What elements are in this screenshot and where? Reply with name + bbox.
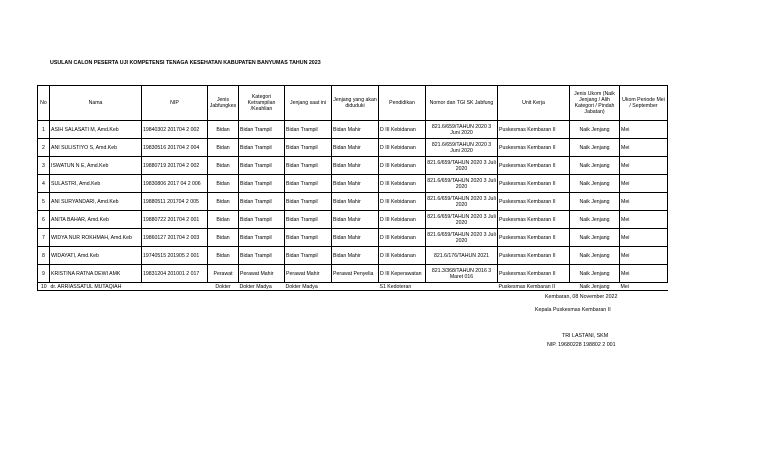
table-cell: Naik Jenjang <box>570 247 620 265</box>
table-cell: 821.6/659/TAHUN 2020 3 Juni 2020 <box>426 121 498 139</box>
table-cell: 19840302 201704 2 002 <box>142 121 208 139</box>
table-row <box>38 157 668 175</box>
column-header: Jenjang saat ini <box>285 86 332 121</box>
table-cell: Bidan Trampil <box>239 157 285 175</box>
table-cell: Mei <box>620 265 668 283</box>
table-row <box>38 229 668 247</box>
table-row <box>38 247 668 265</box>
table-cell: Bidan Mahir <box>332 247 379 265</box>
table-cell: D III Kebidanan <box>379 229 426 247</box>
table-cell: 19831204 201001 2 017 <box>142 265 208 283</box>
table-body <box>38 121 668 291</box>
table-cell: 9 <box>38 265 50 283</box>
table-cell <box>426 283 498 291</box>
table-cell: 19830806 2017 04 2 006 <box>142 175 208 193</box>
table-cell: 2 <box>38 139 50 157</box>
table-cell: ISWATUN N E, Amd.Keb <box>50 157 142 175</box>
table-cell: D III Kebidanan <box>379 139 426 157</box>
table-cell: D III Kebidanan <box>379 157 426 175</box>
table-cell: Bidan Mahir <box>332 157 379 175</box>
table-cell: Puskesmas Kembaran II <box>498 139 570 157</box>
table-cell: Bidan <box>208 229 239 247</box>
table-cell: Mei <box>620 211 668 229</box>
table-cell: Naik Jenjang <box>570 229 620 247</box>
table-cell: 4 <box>38 175 50 193</box>
table-cell: 821.3/368/TAHUN 2016 3 Maret 016 <box>426 265 498 283</box>
signature-nip: NIP. 19680228 198802 2 001 <box>547 342 616 348</box>
table-cell: 19880511 201704 2 005 <box>142 193 208 211</box>
table-cell: Mei <box>620 283 668 291</box>
table-cell: Naik Jenjang <box>570 175 620 193</box>
table-cell: 821.6/659/TAHUN 2020 3 Juli 2020 <box>426 157 498 175</box>
table-cell: Puskesmas Kembaran II <box>498 283 570 291</box>
table-cell: Dokter Madya <box>285 283 332 291</box>
table-row <box>38 175 668 193</box>
table-cell: Bidan Trampil <box>285 139 332 157</box>
table-cell: Mei <box>620 175 668 193</box>
table-row <box>38 193 668 211</box>
table-cell: SULASTRI, Amd.Keb <box>50 175 142 193</box>
table-cell: Bidan <box>208 175 239 193</box>
table-cell: Bidan Mahir <box>332 175 379 193</box>
table-cell: Mei <box>620 193 668 211</box>
table-cell: D III Kebidanan <box>379 175 426 193</box>
column-header: NIP <box>142 86 208 121</box>
signature-position: Kepala Puskesmas Kembaran II <box>535 307 611 313</box>
signature-name: TRI LASTANI, SKM <box>562 333 609 339</box>
table-cell: D III Keperawatan <box>379 265 426 283</box>
table-cell: Naik Jenjang <box>570 265 620 283</box>
table-cell: ANI SURYANDARI, Amd.Keb <box>50 193 142 211</box>
table-cell: ANITA BAHAR, Amd.Keb <box>50 211 142 229</box>
table-header-row <box>38 86 668 121</box>
table-cell: Puskesmas Kembaran II <box>498 157 570 175</box>
table-cell: Bidan Trampil <box>285 229 332 247</box>
table-cell: 821.6/176/TAHUN 2021 <box>426 247 498 265</box>
table-cell: Puskesmas Kembaran II <box>498 121 570 139</box>
table-cell: Bidan Trampil <box>285 193 332 211</box>
table-row <box>38 121 668 139</box>
column-header: Kategori Ketrampilan /Keahlian <box>239 86 285 121</box>
table-cell: 19880719 201704 2 002 <box>142 157 208 175</box>
table-cell: Puskesmas Kembaran II <box>498 229 570 247</box>
table-cell: Puskesmas Kembaran II <box>498 211 570 229</box>
table-cell: 821.6/659/TAHUN 2020 3 Juli 2020 <box>426 193 498 211</box>
table-cell: ANI SULISTIYO S, Amd.Keb <box>50 139 142 157</box>
table-row <box>38 211 668 229</box>
column-header: Jenjang yang akan diduduki <box>332 86 379 121</box>
table-cell: Dokter Madya <box>239 283 285 291</box>
table-cell <box>332 283 379 291</box>
table-cell: WIDYA NUR ROKHMAH, Amd.Keb <box>50 229 142 247</box>
table-cell: 10 <box>38 283 50 291</box>
participants-table <box>37 85 668 291</box>
column-header: Jenis Ukom (Naik Jenjang / Alih Kategori / Pindah Jabatan) <box>570 86 620 121</box>
table-cell: Bidan Trampil <box>285 121 332 139</box>
table-cell: 7 <box>38 229 50 247</box>
table-cell: Bidan Trampil <box>239 247 285 265</box>
table-cell: D III Kebidanan <box>379 121 426 139</box>
table-cell: 19880722 201704 2 001 <box>142 211 208 229</box>
table-cell: KRISTINA RATNA DEWI AMK <box>50 265 142 283</box>
table-cell: Bidan Mahir <box>332 193 379 211</box>
table-cell: 3 <box>38 157 50 175</box>
table-cell: Bidan Trampil <box>239 175 285 193</box>
table-cell: Bidan Trampil <box>239 211 285 229</box>
table-cell: D III Kebidanan <box>379 193 426 211</box>
table-cell: Perawat Mahir <box>285 265 332 283</box>
table-cell: S1 Kedoteran <box>379 283 426 291</box>
table-cell: Mei <box>620 121 668 139</box>
table-cell: Bidan Mahir <box>332 211 379 229</box>
table-cell: ASIH SALASATI M, Amd.Keb <box>50 121 142 139</box>
column-header: Jenis Jabfungkes <box>208 86 239 121</box>
table-cell: Bidan <box>208 193 239 211</box>
table-cell: D III Kebidanan <box>379 211 426 229</box>
table-cell: Naik Jenjang <box>570 139 620 157</box>
table-cell: Mei <box>620 247 668 265</box>
table-cell: Bidan Mahir <box>332 121 379 139</box>
table-cell: Naik Jenjang <box>570 157 620 175</box>
signature-place-date: Kembaran, 08 November 2022 <box>545 294 618 300</box>
table-cell: Bidan Trampil <box>239 121 285 139</box>
table-cell: Naik Jenjang <box>570 193 620 211</box>
table-cell: Bidan Trampil <box>239 193 285 211</box>
column-header: Ukom Periode Mei / September <box>620 86 668 121</box>
table-cell: Naik Jenjang <box>570 283 620 291</box>
table-cell: Naik Jenjang <box>570 121 620 139</box>
document-title: USULAN CALON PESERTA UJI KOMPETENSI TENAGA KESEHATAN KABUPATEN BANYUMAS TAHUN 2023 <box>50 60 321 66</box>
column-header: Nomor dan TGl SK Jabfung <box>426 86 498 121</box>
table-cell: 821.6/659/TAHUN 2020 3 Juli 2020 <box>426 175 498 193</box>
table-cell: Bidan Mahir <box>332 139 379 157</box>
column-header: Pendidikan <box>379 86 426 121</box>
table-cell: Bidan Trampil <box>285 157 332 175</box>
table-cell: Bidan Mahir <box>332 229 379 247</box>
table-cell: Puskesmas Kembaran II <box>498 193 570 211</box>
table-cell: Bidan <box>208 157 239 175</box>
table-cell: 1 <box>38 121 50 139</box>
table-row <box>38 139 668 157</box>
table-cell: Bidan <box>208 121 239 139</box>
table-row <box>38 265 668 283</box>
table-cell: Puskesmas Kembaran II <box>498 265 570 283</box>
table-cell: WIDAYATI, Amd.Keb <box>50 247 142 265</box>
column-header: Unit Kerja <box>498 86 570 121</box>
table-cell: Mei <box>620 229 668 247</box>
table-cell: Mei <box>620 157 668 175</box>
table-cell: 5 <box>38 193 50 211</box>
table-cell: Perawat Mahir <box>239 265 285 283</box>
table-cell: Perawat <box>208 265 239 283</box>
table-cell: Bidan Trampil <box>285 211 332 229</box>
table-cell: Bidan Trampil <box>239 229 285 247</box>
table-cell: Puskesmas Kembaran II <box>498 175 570 193</box>
table-cell <box>142 283 208 291</box>
table-cell: 19740515 201905 2 001 <box>142 247 208 265</box>
table-cell: Perawat Penyelia <box>332 265 379 283</box>
table-cell: 19860127 201704 2 003 <box>142 229 208 247</box>
table-cell: 19830516 201704 2 004 <box>142 139 208 157</box>
table-cell: Naik Jenjang <box>570 211 620 229</box>
table-cell: 821.6/659/TAHUN 2020 3 Juli 2020 <box>426 229 498 247</box>
table-cell: Mei <box>620 139 668 157</box>
table-cell: Dokter <box>208 283 239 291</box>
table-row <box>38 283 668 291</box>
table-cell: Bidan Trampil <box>285 175 332 193</box>
table-cell: Bidan <box>208 247 239 265</box>
table-cell: D III Kebidanan <box>379 247 426 265</box>
table-cell: 821.6/659/TAHUN 2020 3 Juni 2020 <box>426 139 498 157</box>
table-cell: 6 <box>38 211 50 229</box>
table-cell: Bidan Trampil <box>239 139 285 157</box>
column-header: Nama <box>50 86 142 121</box>
table-cell: Puskesmas Kembaran II <box>498 247 570 265</box>
table-cell: 821.6/659/TAHUN 2020 3 Juli 2020 <box>426 211 498 229</box>
table-cell: Bidan <box>208 139 239 157</box>
table-cell: 8 <box>38 247 50 265</box>
table-cell: Bidan <box>208 211 239 229</box>
column-header: No <box>38 86 50 121</box>
table-cell: dr. ARRIASSATUL MUTAQIAH <box>50 283 142 291</box>
table-cell: Bidan Trampil <box>285 247 332 265</box>
